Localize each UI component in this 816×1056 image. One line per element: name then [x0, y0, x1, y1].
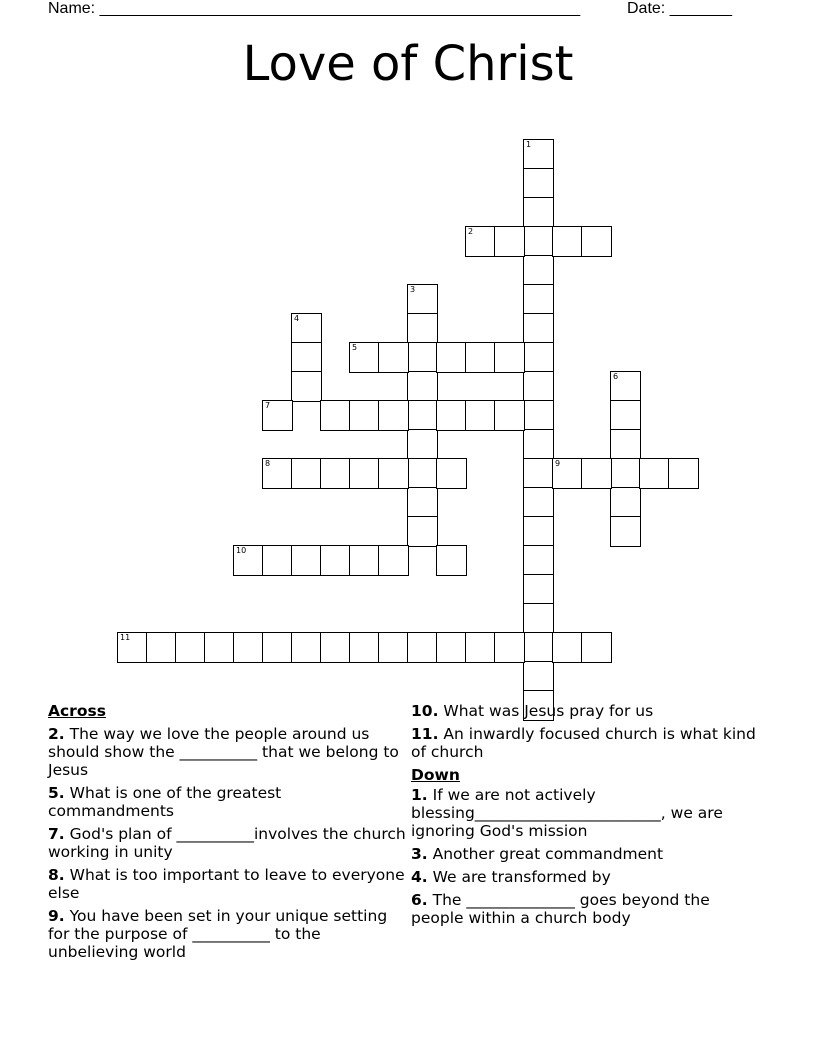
crossword-cell[interactable] — [378, 632, 409, 663]
crossword-cell[interactable] — [523, 661, 554, 692]
crossword-cell[interactable] — [465, 226, 496, 257]
crossword-cell[interactable] — [349, 458, 380, 489]
crossword-cell[interactable] — [610, 516, 641, 547]
crossword-cell[interactable] — [610, 429, 641, 460]
clue-number: 5 — [352, 343, 358, 352]
crossword-cell[interactable] — [523, 226, 554, 257]
across-clue: 5. What is one of the greatest commandments — [48, 784, 282, 820]
crossword-cell[interactable] — [523, 487, 554, 518]
crossword-cell[interactable] — [668, 458, 699, 489]
across-clue: 8. What is too important to leave to everyone else — [48, 866, 405, 902]
crossword-cell[interactable] — [552, 458, 583, 489]
crossword-cell[interactable] — [262, 545, 293, 576]
crossword-cell[interactable] — [378, 342, 409, 373]
crossword-cell[interactable] — [523, 313, 554, 344]
clue-number: 4 — [294, 314, 300, 323]
crossword-cell[interactable] — [523, 342, 554, 373]
down-clue: 3. Another great commandment — [411, 845, 664, 863]
clue-number: 6 — [613, 372, 619, 381]
crossword-cell[interactable] — [407, 516, 438, 547]
crossword-cell[interactable] — [610, 458, 641, 489]
down-clue: 6. The ______________ goes beyond the people within a church body — [411, 891, 710, 927]
crossword-cell[interactable] — [175, 632, 206, 663]
crossword-cell[interactable] — [291, 632, 322, 663]
crossword-cell[interactable] — [523, 545, 554, 576]
crossword-cell[interactable] — [610, 371, 641, 402]
crossword-cell[interactable] — [349, 400, 380, 431]
crossword-cell[interactable] — [436, 545, 467, 576]
crossword-cell[interactable] — [523, 458, 554, 489]
clue-number: 11 — [120, 633, 131, 642]
crossword-cell[interactable] — [146, 632, 177, 663]
crossword-cell[interactable] — [523, 400, 554, 431]
crossword-cell[interactable] — [523, 371, 554, 402]
crossword-cell[interactable] — [581, 226, 612, 257]
crossword-cell[interactable] — [494, 632, 525, 663]
crossword-cell[interactable] — [233, 545, 264, 576]
down-heading: Down — [411, 766, 460, 784]
crossword-cell[interactable] — [117, 632, 148, 663]
crossword-cell[interactable] — [494, 226, 525, 257]
crossword-cell[interactable] — [523, 284, 554, 315]
crossword-cell[interactable] — [494, 342, 525, 373]
across-clue: 11. An inwardly focused church is what kind of church — [411, 725, 756, 761]
crossword-cell[interactable] — [523, 139, 554, 170]
crossword-cell[interactable] — [262, 400, 293, 431]
crossword-cell[interactable] — [233, 632, 264, 663]
clue-number: 2 — [468, 227, 474, 236]
crossword-cell[interactable] — [523, 632, 554, 663]
crossword-cell[interactable] — [407, 429, 438, 460]
crossword-cell[interactable] — [320, 400, 351, 431]
page-title: Love of Christ — [242, 36, 574, 92]
crossword-cell[interactable] — [407, 400, 438, 431]
across-heading: Across — [48, 702, 106, 720]
clue-number: 9 — [555, 459, 561, 468]
crossword-cell[interactable] — [407, 284, 438, 315]
crossword-cell[interactable] — [407, 371, 438, 402]
crossword-cell[interactable] — [581, 632, 612, 663]
clue-number: 10 — [236, 546, 247, 555]
crossword-cell[interactable] — [407, 458, 438, 489]
name-field-label: Name: ______________________________________________________ — [48, 0, 581, 17]
across-clue: 2. The way we love the people around us should show the __________ that we belong to Jesus — [48, 725, 399, 779]
crossword-cell[interactable] — [291, 458, 322, 489]
crossword-cell[interactable] — [436, 342, 467, 373]
crossword-cell[interactable] — [291, 342, 322, 373]
crossword-cell[interactable] — [581, 458, 612, 489]
crossword-cell[interactable] — [407, 632, 438, 663]
crossword-cell[interactable] — [320, 545, 351, 576]
crossword-cell[interactable] — [523, 168, 554, 199]
crossword-cell[interactable] — [349, 545, 380, 576]
crossword-cell[interactable] — [552, 632, 583, 663]
across-clue: 9. You have been set in your unique setting for the purpose of __________ to the unbelieving world — [48, 907, 388, 961]
crossword-cell[interactable] — [523, 603, 554, 634]
down-clue: 4. We are transformed by — [411, 868, 611, 886]
crossword-cell[interactable] — [291, 313, 322, 344]
crossword-cell[interactable] — [523, 255, 554, 286]
across-clue: 7. God's plan of __________involves the church working in unity — [48, 825, 406, 861]
crossword-cell[interactable] — [407, 487, 438, 518]
crossword-cell[interactable] — [610, 400, 641, 431]
crossword-cell[interactable] — [291, 545, 322, 576]
clue-number: 8 — [265, 459, 271, 468]
crossword-cell[interactable] — [407, 342, 438, 373]
crossword-cell[interactable] — [465, 342, 496, 373]
crossword-cell[interactable] — [320, 632, 351, 663]
crossword-cell[interactable] — [465, 400, 496, 431]
crossword-cell[interactable] — [436, 458, 467, 489]
crossword-cell[interactable] — [523, 429, 554, 460]
clues-right-column — [411, 702, 761, 932]
crossword-cell[interactable] — [552, 226, 583, 257]
crossword-cell[interactable] — [378, 400, 409, 431]
crossword-cell[interactable] — [610, 487, 641, 518]
crossword-cell[interactable] — [436, 400, 467, 431]
crossword-cell[interactable] — [465, 632, 496, 663]
crossword-cell[interactable] — [407, 313, 438, 344]
clue-number: 7 — [265, 401, 271, 410]
clue-number: 1 — [526, 140, 532, 149]
clue-number: 3 — [410, 285, 416, 294]
crossword-cell[interactable] — [523, 516, 554, 547]
crossword-cell[interactable] — [204, 632, 235, 663]
crossword-cell[interactable] — [378, 458, 409, 489]
crossword-cell[interactable] — [349, 342, 380, 373]
crossword-cell[interactable] — [378, 545, 409, 576]
clues-left-column — [48, 702, 406, 966]
crossword-cell[interactable] — [494, 400, 525, 431]
crossword-cell[interactable] — [262, 632, 293, 663]
crossword-cell[interactable] — [639, 458, 670, 489]
crossword-cell[interactable] — [436, 632, 467, 663]
crossword-cell[interactable] — [291, 371, 322, 402]
down-clue: 1. If we are not actively blessing________________________, we are ignoring God's mission — [411, 786, 723, 840]
across-clue: 10. What was Jesus pray for us — [411, 702, 654, 720]
crossword-cell[interactable] — [523, 574, 554, 605]
crossword-cell[interactable] — [320, 458, 351, 489]
crossword-cell[interactable] — [523, 197, 554, 228]
crossword-cell[interactable] — [262, 458, 293, 489]
crossword-cell[interactable] — [349, 632, 380, 663]
date-field-label: Date: _______ — [627, 0, 732, 17]
